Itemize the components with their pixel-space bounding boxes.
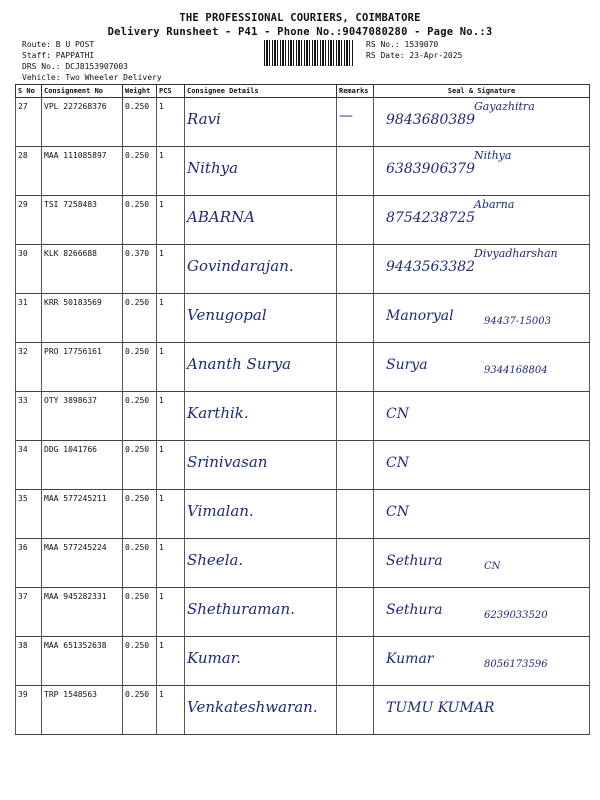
row-sno: 31 xyxy=(16,294,42,343)
row-pcs: 1 xyxy=(157,686,185,735)
row-remark xyxy=(337,441,374,490)
table-row xyxy=(16,392,590,441)
barcode-image xyxy=(264,40,354,66)
row-signature xyxy=(374,686,590,735)
col-consignee: Consignee Details xyxy=(185,85,337,98)
row-remark xyxy=(337,147,374,196)
signature-bottom: CN xyxy=(484,561,501,572)
row-consignment-no: PRO 17756161 xyxy=(42,343,123,392)
row-consignment-no: VPL 227268376 xyxy=(42,98,123,147)
drs-label: DRS No.: DCJ8153907003 xyxy=(22,62,128,71)
row-sno: 28 xyxy=(16,147,42,196)
col-pcs: PCS xyxy=(157,85,185,98)
table-row xyxy=(16,588,590,637)
route-label: Route: B U POST xyxy=(22,40,95,49)
signature-bottom: 8056173596 xyxy=(484,659,548,670)
row-signature xyxy=(374,637,590,686)
row-consignee: Sheela. xyxy=(185,539,337,588)
table-row xyxy=(16,441,590,490)
runsheet-meta-left xyxy=(22,39,162,83)
col-signature: Seal & Signature xyxy=(374,85,590,98)
signature-main: Sethura xyxy=(386,602,443,618)
row-weight: 0.250 xyxy=(123,98,157,147)
row-consignment-no: KRR 50183569 xyxy=(42,294,123,343)
signature-main: CN xyxy=(386,504,409,520)
company-title: THE PROFESSIONAL COURIERS, COIMBATORE xyxy=(179,12,421,24)
row-consignee: Karthik. xyxy=(185,392,337,441)
row-signature xyxy=(374,147,590,196)
signature-main: Surya xyxy=(386,357,428,373)
row-sno: 39 xyxy=(16,686,42,735)
signature-main: 9843680389 xyxy=(386,112,476,128)
row-weight: 0.250 xyxy=(123,196,157,245)
row-pcs: 1 xyxy=(157,245,185,294)
row-signature xyxy=(374,343,590,392)
row-weight: 0.250 xyxy=(123,294,157,343)
row-consignment-no: TRP 1548563 xyxy=(42,686,123,735)
signature-top: Divyadharshan xyxy=(474,247,558,260)
row-pcs: 1 xyxy=(157,392,185,441)
row-consignee: Vimalan. xyxy=(185,490,337,539)
row-remark xyxy=(337,294,374,343)
signature-main: Manoryal xyxy=(386,308,454,324)
row-consignment-no: KLK 8266688 xyxy=(42,245,123,294)
runsheet-table xyxy=(15,84,590,735)
signature-main: TUMU KUMAR xyxy=(386,700,495,716)
row-weight: 0.250 xyxy=(123,392,157,441)
row-weight: 0.370 xyxy=(123,245,157,294)
signature-bottom: 6239033520 xyxy=(484,610,548,621)
row-consignment-no: MAA 945282331 xyxy=(42,588,123,637)
row-sno: 36 xyxy=(16,539,42,588)
row-pcs: 1 xyxy=(157,196,185,245)
runsheet-subtitle: Delivery Runsheet - P41 - Phone No.:9047080280 - Page No.:3 xyxy=(107,26,493,38)
col-weight: Weight xyxy=(123,85,157,98)
row-signature xyxy=(374,441,590,490)
row-signature xyxy=(374,196,590,245)
signature-main: 9443563382 xyxy=(386,259,476,275)
row-consignment-no: MAA 651352638 xyxy=(42,637,123,686)
signature-top: Gayazhitra xyxy=(474,100,535,113)
row-consignee: Ananth Surya xyxy=(185,343,337,392)
row-consignment-no: OTY 3898637 xyxy=(42,392,123,441)
row-consignee: ABARNA xyxy=(185,196,337,245)
table-row xyxy=(16,343,590,392)
row-remark xyxy=(337,637,374,686)
row-sno: 37 xyxy=(16,588,42,637)
row-consignment-no: TSI 7258483 xyxy=(42,196,123,245)
row-remark xyxy=(337,539,374,588)
signature-main: CN xyxy=(386,406,409,422)
runsheet-meta-right xyxy=(366,39,462,61)
signature-main: CN xyxy=(386,455,409,471)
row-pcs: 1 xyxy=(157,637,185,686)
row-weight: 0.250 xyxy=(123,490,157,539)
row-sno: 27 xyxy=(16,98,42,147)
row-weight: 0.250 xyxy=(123,343,157,392)
row-remark: — xyxy=(337,98,374,147)
row-consignee: Kumar. xyxy=(185,637,337,686)
row-consignee: Srinivasan xyxy=(185,441,337,490)
row-remark xyxy=(337,686,374,735)
row-pcs: 1 xyxy=(157,588,185,637)
table-row xyxy=(16,637,590,686)
table-row xyxy=(16,147,590,196)
table-row xyxy=(16,294,590,343)
table-header-row xyxy=(16,85,590,98)
row-weight: 0.250 xyxy=(123,588,157,637)
row-pcs: 1 xyxy=(157,490,185,539)
table-row xyxy=(16,539,590,588)
signature-main: Sethura xyxy=(386,553,443,569)
row-consignment-no: MAA 577245211 xyxy=(42,490,123,539)
col-consignment: Consignment No xyxy=(42,85,123,98)
row-consignee: Shethuraman. xyxy=(185,588,337,637)
col-sno: S No xyxy=(16,85,42,98)
signature-bottom: 9344168804 xyxy=(484,365,548,376)
row-sno: 35 xyxy=(16,490,42,539)
row-sno: 38 xyxy=(16,637,42,686)
signature-main: 6383906379 xyxy=(386,161,476,177)
rs-date: RS Date: 23-Apr-2025 xyxy=(366,51,463,60)
row-weight: 0.250 xyxy=(123,686,157,735)
row-consignment-no: DDG 1041766 xyxy=(42,441,123,490)
row-sno: 29 xyxy=(16,196,42,245)
rs-number: RS No.: 1539070 xyxy=(366,40,439,49)
row-consignee: Nithya xyxy=(185,147,337,196)
row-signature xyxy=(374,392,590,441)
row-pcs: 1 xyxy=(157,441,185,490)
row-pcs: 1 xyxy=(157,294,185,343)
row-remark xyxy=(337,588,374,637)
row-consignee: Ravi xyxy=(185,98,337,147)
table-row xyxy=(16,196,590,245)
table-row xyxy=(16,490,590,539)
row-consignee: Venugopal xyxy=(185,294,337,343)
row-remark xyxy=(337,343,374,392)
row-remark xyxy=(337,196,374,245)
row-sno: 32 xyxy=(16,343,42,392)
signature-bottom: 94437-15003 xyxy=(484,316,552,327)
row-sno: 34 xyxy=(16,441,42,490)
table-row xyxy=(16,245,590,294)
row-weight: 0.250 xyxy=(123,441,157,490)
row-weight: 0.250 xyxy=(123,539,157,588)
row-signature xyxy=(374,245,590,294)
row-signature xyxy=(374,294,590,343)
row-sno: 33 xyxy=(16,392,42,441)
row-remark xyxy=(337,490,374,539)
row-pcs: 1 xyxy=(157,147,185,196)
row-signature xyxy=(374,588,590,637)
row-signature xyxy=(374,539,590,588)
row-weight: 0.250 xyxy=(123,147,157,196)
signature-main: 8754238725 xyxy=(386,210,476,226)
row-remark xyxy=(337,392,374,441)
row-remark xyxy=(337,245,374,294)
row-consignment-no: MAA 577245224 xyxy=(42,539,123,588)
row-signature xyxy=(374,98,590,147)
table-row xyxy=(16,686,590,735)
staff-label: Staff: PAPPATHI xyxy=(22,51,95,60)
row-consignee: Venkateshwaran. xyxy=(185,686,337,735)
signature-main: Kumar xyxy=(386,651,434,667)
signature-top: Nithya xyxy=(474,149,512,162)
row-consignee: Govindarajan. xyxy=(185,245,337,294)
row-signature xyxy=(374,490,590,539)
table-row xyxy=(16,98,590,147)
row-sno: 30 xyxy=(16,245,42,294)
col-remarks: Remarks xyxy=(337,85,374,98)
row-consignment-no: MAA 111085897 xyxy=(42,147,123,196)
vehicle-label: Vehicle: Two Wheeler Delivery xyxy=(22,73,162,82)
signature-top: Abarna xyxy=(474,198,515,211)
row-pcs: 1 xyxy=(157,98,185,147)
row-pcs: 1 xyxy=(157,343,185,392)
row-pcs: 1 xyxy=(157,539,185,588)
row-weight: 0.250 xyxy=(123,637,157,686)
